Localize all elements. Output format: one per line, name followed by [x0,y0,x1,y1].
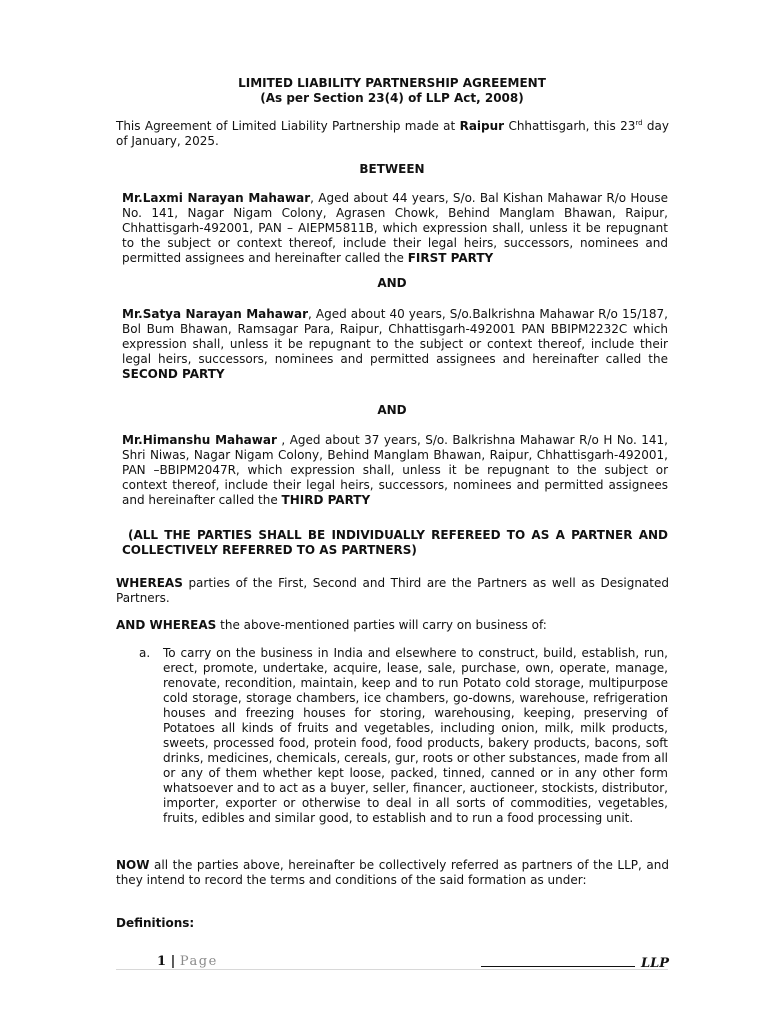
intro-paragraph: This Agreement of Limited Liability Partnership made at Raipur Chhattisgarh, this 23rd day of January, 2025. [116,119,669,148]
document-subtitle: (As per Section 23(4) of LLP Act, 2008) [260,91,524,105]
llp-name-blank: LLP [481,954,669,972]
definitions-heading: Definitions: [116,916,195,930]
footer-divider [116,969,668,970]
party-role: SECOND PARTY [122,367,225,381]
between-heading: BETWEEN [359,162,425,176]
party-role: FIRST PARTY [407,251,494,265]
page-number: 1 | Page [157,954,218,969]
whereas-paragraph: WHEREAS parties of the First, Second and Third are the Partners as well as Designated Partners. [116,576,669,605]
now-paragraph: NOW all the parties above, hereinafter be collectively referred as partners of the LLP, and they intend to record the terms and conditions of the said formation as under: [116,858,669,887]
third-party-paragraph: Mr.Himanshu Mahawar , Aged about 37 years, S/o. Balkrishna Mahawar R/o H No. 141, Shri Niwas, Nagar Nigam Colony, Behind Manglam Bhawan, Raipur, Chhattisgarh-492001, PAN –BBIPM2047R, which expression shall, unless it be repugnant to the subject or context thereof, include their legal heirs, successors, nominees and permitted assignees and hereinafter called the THIRD PARTY [122,433,668,507]
party-name: Mr.Laxmi Narayan Mahawar [122,191,311,205]
document-title: LIMITED LIABILITY PARTNERSHIP AGREEMENT [238,76,546,90]
first-party-paragraph: Mr.Laxmi Narayan Mahawar, Aged about 44 years, S/o. Bal Kishan Mahawar R/o House No. 141, Nagar Nigam Colony, Agrasen Chowk, Behind Manglam Bhawan, Raipur, Chhattisgarh-492001, PAN – AIEPM5811B, which expression shall, unless it be repugnant to the subject or context thereof, include their legal heirs, successors, nominees and permitted assignees and hereinafter called the FIRST PARTY [122,191,668,265]
now-label: NOW [116,858,150,872]
collective-note: (ALL THE PARTIES SHALL BE INDIVIDUALLY REFEREED TO AS A PARTNER AND COLLECTIVELY REFERRED TO AS PARTNERS) [122,528,668,557]
party-name: Mr.Satya Narayan Mahawar [122,307,308,321]
and-whereas-label: AND WHEREAS [116,618,217,632]
party-name: Mr.Himanshu Mahawar [122,433,277,447]
list-item-marker: a. [139,646,151,660]
and-heading-2: AND [377,403,407,417]
and-whereas-paragraph: AND WHEREAS the above-mentioned parties will carry on business of: [116,618,547,632]
place-name: Raipur [459,119,505,133]
second-party-paragraph: Mr.Satya Narayan Mahawar, Aged about 40 years, S/o.Balkrishna Mahawar R/o 15/187, Bol Bum Bhawan, Ramsagar Para, Raipur, Chhattisgarh-492001 PAN BBIPM2232C which expression shall, unless it be repugnant to the subject or context thereof, include their legal heirs, successors, nominees and permitted assignees and hereinafter called the SECOND PARTY [122,307,668,381]
list-item: To carry on the business in India and elsewhere to construct, build, establish, run, erect, promote, undertake, acquire, lease, sale, purchase, own, operate, manage, renovate, recondition, maintain, keep and to run Potato cold storage, multipurpose cold storage, storage chambers, ice chambers, go-downs, warehouse, refrigeration houses and freezing houses for storing, warehousing, keeping, preserving of Potatoes all kinds of fruits and vegetables, including onion, milk, milk products, sweets, processed food, protein food, food products, bakery products, bacons, soft drinks, medicines, chemicals, cereals, gur, roots or other substances, made from all or any of them whether kept loose, packed, tinned, canned or in any other form whatsoever and to act as a buyer, seller, financer, auctioneer, stockists, distributor, importer, exporter or otherwise to deal in all sorts of commodities, vegetables, fruits, edibles and similar good, to establish and to run a food processing unit. [163,646,668,825]
signature-blank-line [481,954,635,967]
and-heading-1: AND [377,276,407,290]
party-role: THIRD PARTY [281,493,371,507]
whereas-label: WHEREAS [116,576,183,590]
